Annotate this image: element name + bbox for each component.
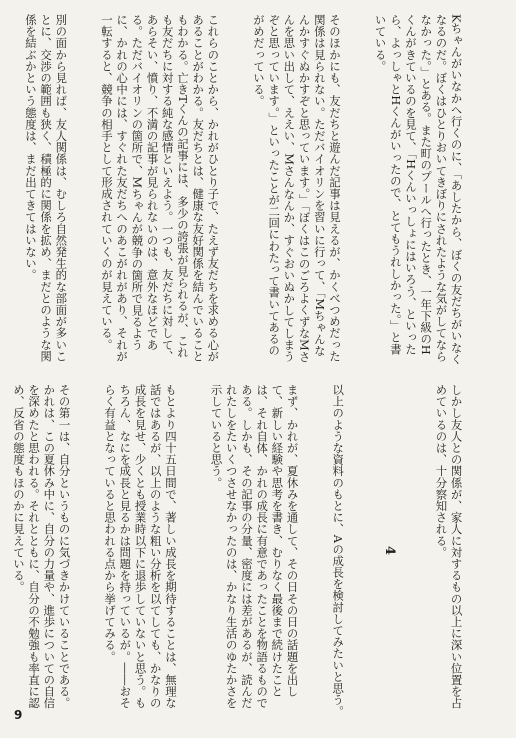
section-number: 4 [381,546,397,556]
lower-paragraph-2: まず、かれが、夏休みを通して、その日その日の話題を出して、新しい経験や思考を書き、むりなく最後まで続けたことは、それ自体、かれの成長に有意であったことを物語るものである。しかも、その記事の分量、密度には差があるが、読んだれたしをたいくつさせなかったのは、かなり生活のゆたかさを示していると思う。 [209,384,300,709]
lower-lead-paragraph: しかし友人との関係が、家人に対するもの以上に深い位置を占めているのは、十分察知される。 [434,384,464,709]
upper-paragraph-3: これらのことから、かれがひとり子で、たえず友だちを求める心があることがわかる。友だちとは、健康な友好関係を結んでいることもわかる。亡きTくんの記事には、多少の誇張が見られるが、これも友だちに対する純な感情といえよう。一つも、友だちに対して、あらそい、憤り、不満の記事が見られないのは、意外なほどである。ただバイオリンの箇所で、Mちゃんが競争の箇所で見るように、かれの心中には、すぐれた友だちへのあこがれがあり、それが一転すると、競争の相手として形成されていくのが見えている。 [99,14,221,362]
upper-paragraph-2: そのほかにも、友だちと遊んだ記事は見えるが、かくべつめだった関係は見られない。ただバイオリンを習いに行って、「Mちゃんなんかすぐぬかすぞと思っています。」「ぼくはこのごろよくずなMさんを思い出して、ええい、Mさんなんか、すぐおいぬかしてしまうぞと思っています。」といったことが二回にわたって書いてあるのがめだっている。 [251,14,342,363]
upper-text-block [14,14,494,366]
page-number: 9 [14,708,23,722]
upper-paragraph-1: Kちゃんがいなかへ行くのに、「あしたから、ぼくの友だちがいなくなるのだ。ぼくはひとりおいてきぼりにされたような気がしてならなかった。」とある。また町のプールへ行ったとき、一年下級のHくんがきているのを見て、「Hくんいっしょにはいろう、といったら、よっしゃとHくんがいったので、とてもうれしかった。」と書いている。 [373,14,464,366]
upper-paragraph-4: 別の面から見れば、友人関係は、むしろ自然発生的な部面が多いことに、交渉の範囲も狭く、積極的に関係を拡め、まだとのような関係を結ぶかという態度は、まだ出てきてはいない。 [23,14,69,362]
lower-paragraph-3: もとより四十五日間で、著しい成長を期待することは、無理な話ではあるが、以上のような粗い分析を以てしても、かなりの成長を見せ、少くとも授業時以下に退歩していないと思う。もちろん、なにを成長と見るかは問題を持っているが。――おそらく有益となっていると思われる点から挙げてみる。 [103,384,178,709]
lower-text-block [11,384,494,718]
lower-paragraph-1: 以上のような資料のもとに、Aの成長を検討してみたいと思う。 [331,384,346,718]
lower-paragraph-4: その第一は、自分というものに気づきかけていることである。かれは、この夏休み中に、自分の力量や、進歩についての自信を深めたと思われる。それとともに、自分の不勉強も率直に認め、反省の態度もほのかに見えている。 [11,384,72,709]
